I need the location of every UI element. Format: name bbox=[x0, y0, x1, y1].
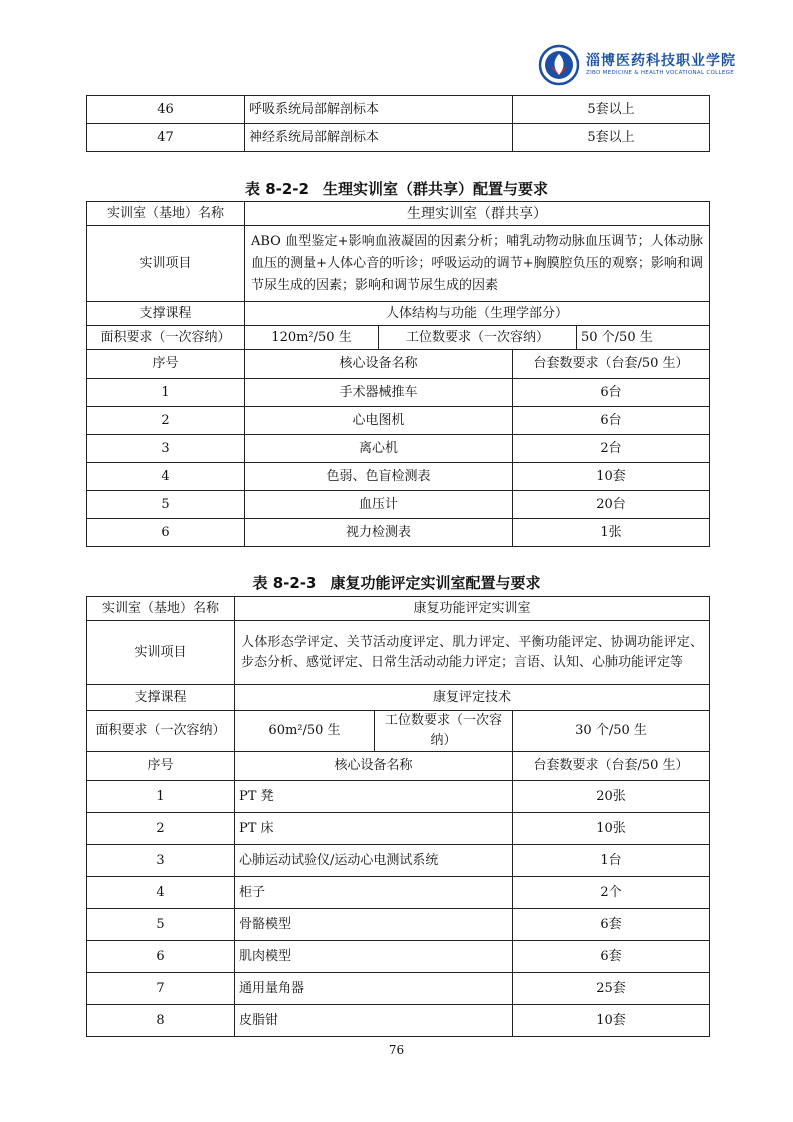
course-label: 支撑课程 bbox=[87, 302, 245, 326]
station-value: 30 个/50 生 bbox=[513, 711, 710, 752]
station-label: 工位数要求（一次容纳） bbox=[379, 326, 577, 350]
project-value: ABO 血型鉴定+影响血液凝固的因素分析；哺乳动物动脉血压调节；人体动脉血压的测量+人体心音的听诊；呼吸运动的调节+胸膜腔负压的观察；影响和调节尿生成的因素；影响和调节尿生成的因素 bbox=[245, 226, 710, 302]
equipment-name: 离心机 bbox=[245, 435, 513, 463]
equipment-qty: 25套 bbox=[513, 973, 710, 1005]
area-row bbox=[87, 326, 710, 350]
equipment-name: 柜子 bbox=[235, 877, 513, 909]
table-number: 表 8-2-3 bbox=[252, 574, 317, 592]
course-value: 人体结构与功能（生理学部分） bbox=[245, 302, 710, 326]
equipment-qty: 10套 bbox=[513, 463, 710, 491]
table-row bbox=[87, 124, 710, 152]
equipment-qty: 6台 bbox=[513, 407, 710, 435]
area-value: 120m²/50 生 bbox=[245, 326, 379, 350]
column-header-row bbox=[87, 350, 710, 379]
row-number: 6 bbox=[87, 941, 235, 973]
table-row bbox=[87, 519, 710, 547]
col-no-header: 序号 bbox=[87, 752, 235, 781]
area-label: 面积要求（一次容纳） bbox=[87, 326, 245, 350]
row-number: 4 bbox=[87, 463, 245, 491]
equipment-name: PT 床 bbox=[235, 813, 513, 845]
col-qty-header: 台套数要求（台套/50 生） bbox=[513, 350, 710, 379]
equipment-name: 呼吸系统局部解剖标本 bbox=[245, 96, 513, 124]
table-row bbox=[87, 813, 710, 845]
area-row bbox=[87, 711, 710, 752]
equipment-name: 通用量角器 bbox=[235, 973, 513, 1005]
table-row bbox=[87, 877, 710, 909]
college-logo bbox=[538, 44, 736, 88]
course-row bbox=[87, 685, 710, 711]
equipment-qty: 1张 bbox=[513, 519, 710, 547]
room-name-row bbox=[87, 202, 710, 226]
equipment-name: 手术器械推车 bbox=[245, 379, 513, 407]
equipment-name: 视力检测表 bbox=[245, 519, 513, 547]
station-value: 50 个/50 生 bbox=[577, 326, 710, 350]
physiology-lab-table bbox=[86, 201, 710, 547]
equipment-qty: 5套以上 bbox=[513, 96, 710, 124]
column-header-row bbox=[87, 752, 710, 781]
project-label: 实训项目 bbox=[87, 621, 235, 685]
table-caption-8-2-3 bbox=[0, 572, 793, 593]
equipment-qty: 10套 bbox=[513, 1005, 710, 1037]
room-value: 生理实训室（群共享） bbox=[245, 202, 710, 226]
row-number: 3 bbox=[87, 435, 245, 463]
course-value: 康复评定技术 bbox=[235, 685, 710, 711]
equipment-qty: 2台 bbox=[513, 435, 710, 463]
college-name: 淄博医药科技职业学院 bbox=[586, 53, 736, 69]
row-number: 2 bbox=[87, 407, 245, 435]
equipment-name: 骨骼模型 bbox=[235, 909, 513, 941]
col-no-header: 序号 bbox=[87, 350, 245, 379]
anatomy-continuation-table bbox=[86, 95, 710, 152]
equipment-name: 心肺运动试验仪/运动心电测试系统 bbox=[235, 845, 513, 877]
project-row bbox=[87, 621, 710, 685]
table-row bbox=[87, 941, 710, 973]
row-number: 46 bbox=[87, 96, 245, 124]
course-row bbox=[87, 302, 710, 326]
table-row bbox=[87, 491, 710, 519]
row-number: 4 bbox=[87, 877, 235, 909]
table-row bbox=[87, 435, 710, 463]
equipment-name: 肌肉模型 bbox=[235, 941, 513, 973]
equipment-qty: 10张 bbox=[513, 813, 710, 845]
row-number: 5 bbox=[87, 909, 235, 941]
project-row bbox=[87, 226, 710, 302]
equipment-qty: 20张 bbox=[513, 781, 710, 813]
college-emblem-icon bbox=[538, 44, 580, 86]
row-number: 2 bbox=[87, 813, 235, 845]
table-row bbox=[87, 909, 710, 941]
table-title: 生理实训室（群共享）配置与要求 bbox=[322, 180, 548, 198]
table-row bbox=[87, 781, 710, 813]
equipment-name: 皮脂钳 bbox=[235, 1005, 513, 1037]
equipment-name: PT 凳 bbox=[235, 781, 513, 813]
equipment-name: 心电图机 bbox=[245, 407, 513, 435]
table-row bbox=[87, 379, 710, 407]
table-row bbox=[87, 973, 710, 1005]
college-name-en: ZIBO MEDICINE & HEALTH VOCATIONAL COLLEGE bbox=[586, 70, 734, 76]
col-name-header: 核心设备名称 bbox=[235, 752, 513, 781]
row-number: 8 bbox=[87, 1005, 235, 1037]
equipment-name: 色弱、色盲检测表 bbox=[245, 463, 513, 491]
equipment-qty: 2个 bbox=[513, 877, 710, 909]
project-label: 实训项目 bbox=[87, 226, 245, 302]
area-label: 面积要求（一次容纳） bbox=[87, 711, 235, 752]
equipment-qty: 6套 bbox=[513, 909, 710, 941]
table-row bbox=[87, 1005, 710, 1037]
row-number: 47 bbox=[87, 124, 245, 152]
table-row bbox=[87, 407, 710, 435]
equipment-name: 血压计 bbox=[245, 491, 513, 519]
table-title: 康复功能评定实训室配置与要求 bbox=[330, 574, 541, 592]
equipment-qty: 6套 bbox=[513, 941, 710, 973]
row-number: 7 bbox=[87, 973, 235, 1005]
table-row bbox=[87, 96, 710, 124]
table-number: 表 8-2-2 bbox=[244, 180, 309, 198]
row-number: 3 bbox=[87, 845, 235, 877]
table-row bbox=[87, 463, 710, 491]
equipment-qty: 20台 bbox=[513, 491, 710, 519]
course-label: 支撑课程 bbox=[87, 685, 235, 711]
table-caption-8-2-2 bbox=[0, 178, 793, 199]
row-number: 5 bbox=[87, 491, 245, 519]
row-number: 1 bbox=[87, 781, 235, 813]
col-name-header: 核心设备名称 bbox=[245, 350, 513, 379]
room-name-row bbox=[87, 597, 710, 621]
station-label: 工位数要求（一次容纳） bbox=[375, 711, 513, 752]
equipment-qty: 5套以上 bbox=[513, 124, 710, 152]
area-value: 60m²/50 生 bbox=[235, 711, 375, 752]
room-label: 实训室（基地）名称 bbox=[87, 202, 245, 226]
row-number: 6 bbox=[87, 519, 245, 547]
page-number: 76 bbox=[388, 1043, 405, 1057]
row-number: 1 bbox=[87, 379, 245, 407]
table-row bbox=[87, 845, 710, 877]
equipment-qty: 1台 bbox=[513, 845, 710, 877]
col-qty-header: 台套数要求（台套/50 生） bbox=[513, 752, 710, 781]
rehab-assessment-lab-table bbox=[86, 596, 710, 1037]
equipment-qty: 6台 bbox=[513, 379, 710, 407]
room-value: 康复功能评定实训室 bbox=[235, 597, 710, 621]
project-value: 人体形态学评定、关节活动度评定、肌力评定、平衡功能评定、协调功能评定、步态分析、感觉评定、日常生活动动能力评定；言语、认知、心肺功能评定等 bbox=[235, 621, 710, 685]
room-label: 实训室（基地）名称 bbox=[87, 597, 235, 621]
equipment-name: 神经系统局部解剖标本 bbox=[245, 124, 513, 152]
